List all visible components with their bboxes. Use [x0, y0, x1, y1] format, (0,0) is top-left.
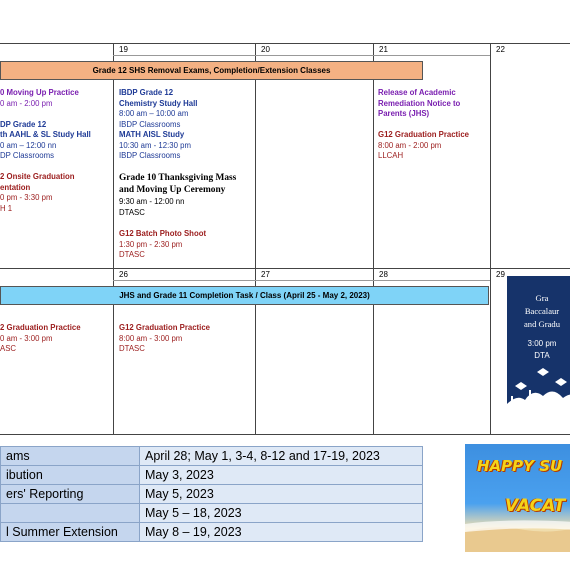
- event-spacer: [0, 162, 91, 173]
- removal-exams-banner: Grade 12 SHS Removal Exams, Completion/Extension Classes: [0, 61, 423, 80]
- grid-line: [113, 55, 490, 56]
- event-line: ASC: [0, 344, 17, 353]
- event-line: 2 Graduation Practice: [0, 323, 81, 332]
- table-row: [1, 523, 423, 542]
- grad-line: DTA: [534, 351, 550, 360]
- day19-events: [119, 88, 197, 162]
- schedule-label: l Summer Extension: [1, 523, 140, 542]
- event-line: MATH AISL Study: [119, 130, 185, 139]
- table-row: [1, 466, 423, 485]
- event-line: IBDP Grade 12: [119, 88, 174, 97]
- event-line: Remediation Notice to: [378, 98, 461, 108]
- grid-line: [113, 280, 490, 281]
- grid-line: [490, 43, 491, 435]
- batch-photo-event: [119, 229, 206, 261]
- schedule-label: [1, 504, 140, 523]
- event-line: Parents (JHS): [378, 109, 430, 118]
- event-line: 2 Onsite Graduation: [0, 172, 75, 181]
- event-time: 1:30 pm - 2:30 pm: [119, 239, 183, 249]
- grad-line: and Gradu: [523, 319, 561, 329]
- event-venue: DTASC: [119, 207, 145, 217]
- event-line: 0 Moving Up Practice: [0, 88, 79, 97]
- event-spacer: [0, 109, 91, 120]
- event-line: 8:00 am – 10:00 am: [119, 109, 189, 118]
- event-spacer: [378, 120, 469, 131]
- schedule-table: [0, 446, 423, 542]
- day-number: 19: [119, 45, 128, 54]
- thanksgiving-mass-event: [119, 172, 236, 196]
- day26-events: [119, 323, 210, 355]
- event-line: G12 Graduation Practice: [378, 130, 469, 139]
- schedule-value: May 5 – 18, 2023: [140, 504, 423, 523]
- schedule-value: April 28; May 1, 3-4, 8-12 and 17-19, 2023: [140, 447, 423, 466]
- event-line: DP Classrooms: [0, 151, 55, 160]
- day-number: 28: [379, 270, 388, 279]
- event-line: DP Grade 12: [0, 119, 47, 129]
- event-line: H 1: [0, 203, 13, 213]
- day-number: 29: [496, 270, 505, 279]
- table-row: [1, 447, 423, 466]
- day21-events: [378, 88, 469, 162]
- day-number: 26: [119, 270, 128, 279]
- event-line: 0 am - 3:00 pm: [0, 333, 53, 343]
- event-line: IBDP Classrooms: [119, 151, 181, 160]
- summer-vacation-image: [465, 444, 570, 552]
- event-line: LLCAH: [378, 151, 404, 160]
- grad-line: Baccalaur: [524, 306, 560, 316]
- thanksgiving-mass-details: [119, 197, 184, 218]
- event-line: th AAHL & SL Study Hall: [0, 130, 91, 139]
- graduation-caps-icon: [507, 276, 570, 430]
- schedule-value: May 5, 2023: [140, 485, 423, 504]
- event-line: 8:00 am - 3:00 pm: [119, 333, 183, 343]
- completion-task-banner: JHS and Grade 11 Completion Task / Class (April 25 - May 2, 2023): [0, 286, 489, 305]
- event-title: Grade 10 Thanksgiving Mass: [119, 173, 237, 183]
- event-line: IBDP Classrooms: [119, 119, 181, 129]
- vacation-text: VACAT: [505, 496, 566, 516]
- event-line: 0 am - 2:00 pm: [0, 98, 53, 108]
- day-number: 27: [261, 270, 270, 279]
- grad-line: 3:00 pm: [527, 339, 557, 348]
- day-number: 21: [379, 45, 388, 54]
- event-line: 10:30 am - 12:30 pm: [119, 140, 191, 150]
- vacation-text: HAPPY SU: [477, 457, 563, 475]
- event-line: 0 am – 12:00 nn: [0, 140, 57, 150]
- left-column-events-week2: [0, 323, 81, 355]
- event-time: 9:30 am - 12:00 nn: [119, 197, 185, 206]
- grid-line: [255, 43, 256, 435]
- event-line: 8:00 am - 2:00 pm: [378, 140, 442, 150]
- event-line: Release of Academic: [378, 88, 456, 97]
- grad-line: Gra: [535, 293, 549, 303]
- day-number: 20: [261, 45, 270, 54]
- event-line: Chemistry Study Hall: [119, 98, 198, 108]
- event-line: DTASC: [119, 344, 145, 353]
- day-number: 22: [496, 45, 505, 54]
- grid-line: [113, 43, 114, 435]
- graduation-card: [507, 276, 570, 430]
- table-row: [1, 485, 423, 504]
- schedule-label: ams: [1, 447, 140, 466]
- event-title: and Moving Up Ceremony: [119, 185, 226, 195]
- table-row: [1, 504, 423, 523]
- schedule-value: May 8 – 19, 2023: [140, 523, 423, 542]
- event-title: G12 Batch Photo Shoot: [119, 229, 207, 238]
- schedule-label: ibution: [1, 466, 140, 485]
- event-line: entation: [0, 182, 31, 192]
- grid-line: [0, 268, 570, 269]
- schedule-value: May 3, 2023: [140, 466, 423, 485]
- left-column-events-week1: [0, 88, 91, 214]
- event-line: 0 pm - 3:30 pm: [0, 193, 53, 202]
- schedule-label: ers' Reporting: [1, 485, 140, 504]
- event-venue: DTASC: [119, 250, 145, 259]
- event-line: G12 Graduation Practice: [119, 323, 210, 332]
- grid-line: [0, 434, 570, 435]
- grid-line: [0, 43, 570, 44]
- grid-line: [373, 43, 374, 435]
